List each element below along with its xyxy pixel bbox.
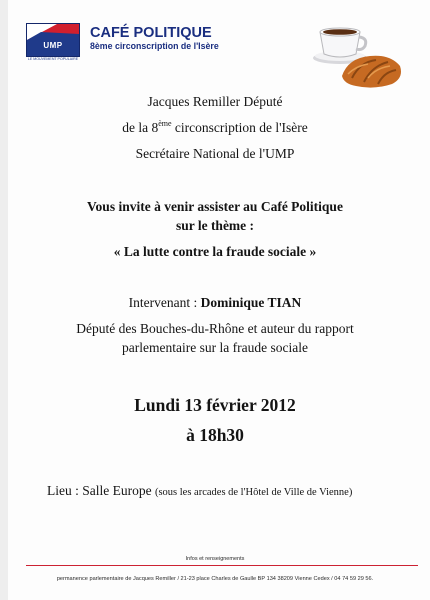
footer-address: permanence parlementaire de Jacques Remiller / 21-23 place Charles de Gaulle BP 134 38209 Vienne Cedex / 04 74 59 29 56. (56, 576, 374, 582)
venue-label: Lieu : Salle Europe (47, 483, 155, 498)
header-title: CAFÉ POLITIQUE (90, 25, 212, 41)
organizer-role: Secrétaire National de l'UMP (135, 146, 295, 161)
logo-tagline: LE MOUVEMENT POPULAIRE (27, 57, 79, 61)
invite-theme-label: sur le thème : (175, 218, 255, 233)
constituency-ordinal: ème (158, 119, 172, 128)
venue-line (47, 483, 352, 499)
invite-theme: « La lutte contre la fraude sociale » (113, 244, 317, 259)
logo-flag (27, 24, 79, 40)
constituency-prefix: de la 8 (122, 120, 159, 135)
footer-info-label: Infos et renseignements (185, 556, 245, 562)
ump-logo-icon (26, 23, 80, 61)
speaker-description-1: Député des Bouches-du-Rhône et auteur du rapport (76, 321, 354, 336)
footer-divider (26, 565, 418, 566)
constituency-suffix: circonscription de l'Isère (171, 120, 308, 135)
coffee-cup-croissant-icon (308, 20, 406, 92)
logo-ump-text: UMP (43, 41, 63, 50)
invite-line: Vous invite à venir assister au Café Politique (87, 199, 343, 214)
speaker-label: Intervenant : (128, 295, 201, 310)
header-subtitle: 8ème circonscription de l'Isère (90, 41, 219, 51)
venue-detail: (sous les arcades de l'Hôtel de Ville de Vienne) (154, 487, 353, 498)
event-date: Lundi 13 février 2012 (134, 395, 296, 415)
organizer-name: Jacques Remiller Député (147, 94, 283, 109)
event-time: à 18h30 (186, 425, 244, 445)
organizer-constituency (0, 120, 430, 136)
speaker-description-2: parlementaire sur la fraude sociale (122, 340, 308, 355)
speaker-name: Dominique TIAN (200, 295, 302, 310)
speaker-line (0, 295, 430, 311)
